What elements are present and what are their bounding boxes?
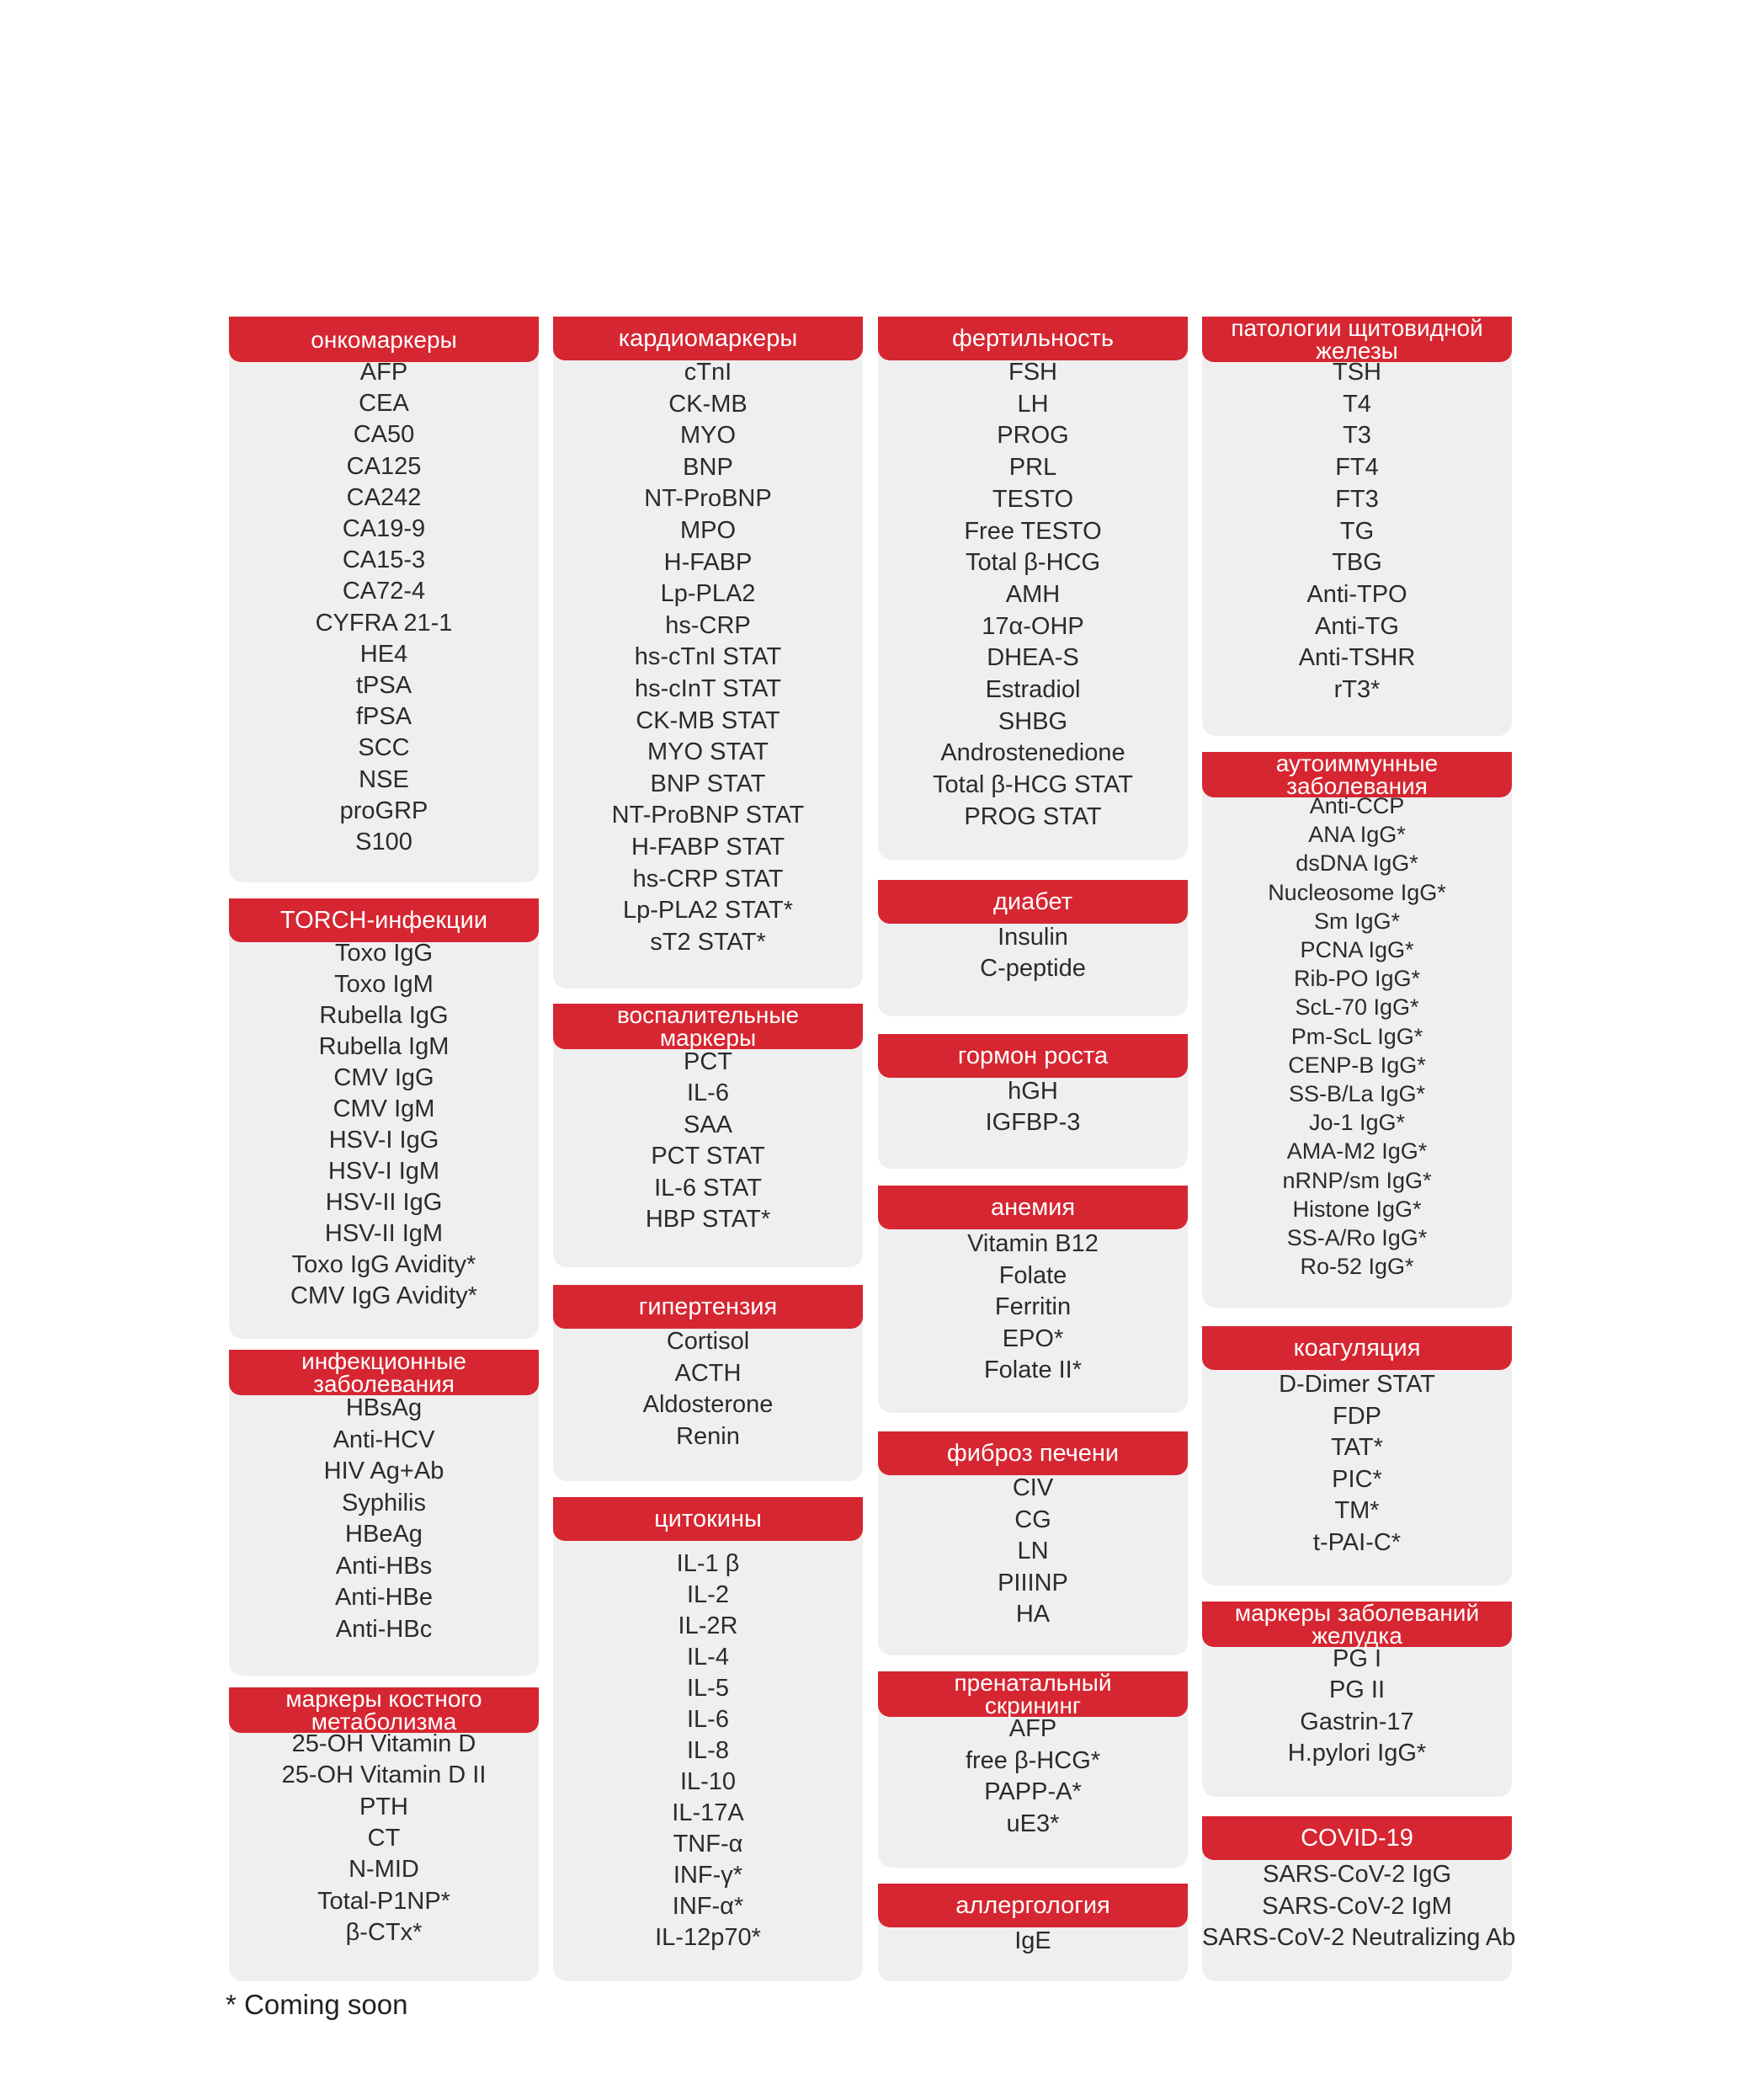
test-item: hs-cInT STAT: [634, 675, 782, 702]
test-item: SARS-CoV-2 Neutralizing Ab: [1202, 1924, 1516, 1951]
test-item: FDP: [1333, 1402, 1381, 1430]
test-item: LN: [1017, 1538, 1049, 1564]
test-item: MPO: [679, 517, 737, 544]
test-item: β-CTx*: [345, 1918, 423, 1946]
test-item: CYFRA 21-1: [315, 609, 453, 637]
test-item: Anti-TG: [1315, 612, 1399, 640]
panel-title: фиброз печени: [878, 1431, 1188, 1475]
test-item: CMV IgG: [333, 1064, 434, 1091]
panel-title: COVID-19: [1202, 1816, 1512, 1860]
test-item: Cortisol: [666, 1328, 750, 1355]
test-item: AMA-M2 IgG*: [1286, 1138, 1428, 1165]
test-item: HSV-II IgM: [324, 1220, 444, 1247]
panel-патологии-щитовидной-железы: [1202, 317, 1512, 736]
test-item: CMV IgM: [333, 1095, 435, 1122]
test-item: CMV IgG Avidity*: [290, 1282, 477, 1309]
test-item: Rubella IgM: [318, 1033, 450, 1060]
panel-title: [229, 1350, 539, 1395]
test-item: AMH: [1005, 580, 1061, 608]
test-item: HIV Ag+Ab: [323, 1458, 444, 1484]
test-item: IL-10: [679, 1768, 737, 1795]
test-item: TM*: [1334, 1497, 1380, 1525]
test-item: Toxo IgM: [334, 971, 434, 998]
test-item: CT: [367, 1824, 401, 1852]
test-item: CK-MB: [668, 390, 748, 418]
test-item: hs-CRP: [665, 611, 751, 639]
test-item: AFP: [1008, 1715, 1057, 1742]
test-item: Anti-HCV: [333, 1426, 435, 1453]
test-item: IL-12p70*: [655, 1924, 761, 1951]
panel-title: [878, 1671, 1188, 1717]
test-item: PCNA IgG*: [1300, 937, 1414, 962]
test-item: PCT STAT: [651, 1143, 765, 1170]
test-item: IL-6: [687, 1079, 729, 1107]
test-item: PCT: [684, 1048, 732, 1075]
test-item: EPO*: [1002, 1324, 1064, 1352]
test-item: INF-α*: [672, 1893, 744, 1920]
panel-title: [1202, 317, 1512, 362]
test-item: hs-CRP STAT: [632, 865, 784, 893]
test-item: H-FABP STAT: [631, 834, 785, 861]
test-item: SARS-CoV-2 IgM: [1262, 1892, 1452, 1920]
test-item: PG I: [1332, 1645, 1381, 1672]
panel-title-text: аутоиммунные заболевания: [1275, 750, 1439, 799]
panel-torch-инфекции: [229, 898, 539, 1339]
panel-title: анемия: [878, 1186, 1188, 1229]
test-item: Folate II*: [983, 1356, 1083, 1383]
test-item: cTnI: [684, 359, 732, 386]
test-item: PIIINP: [998, 1569, 1068, 1596]
test-item: SHBG: [998, 707, 1068, 735]
test-item: AFP: [359, 359, 408, 386]
panel-маркеры-заболеваний-желудка: [1202, 1602, 1512, 1797]
panel-title: гипертензия: [553, 1285, 863, 1329]
test-item: T3: [1343, 422, 1371, 450]
test-item: TNF-α: [673, 1831, 743, 1857]
panel-title: цитокины: [553, 1497, 863, 1541]
test-item: Free TESTO: [964, 517, 1102, 545]
test-item: IL-6 STAT: [654, 1174, 762, 1202]
panel-title: [1202, 1602, 1512, 1647]
test-item: IL-5: [687, 1675, 729, 1702]
test-item: 25-OH Vitamin D: [291, 1730, 476, 1757]
test-item: IL-1 β: [676, 1550, 740, 1577]
test-item: proGRP: [339, 797, 428, 824]
test-item: hs-cTnI STAT: [634, 643, 782, 671]
test-item: Insulin: [998, 924, 1068, 951]
test-item: fPSA: [355, 703, 412, 731]
test-item: DHEA-S: [987, 644, 1079, 672]
test-item: Sm IgG*: [1313, 908, 1401, 934]
test-item: NT-ProBNP STAT: [611, 802, 805, 829]
panel-title-text: инфекционные заболевания: [301, 1348, 466, 1397]
test-item: PROG STAT: [964, 802, 1102, 830]
test-item: IL-4: [687, 1644, 729, 1671]
test-item: BNP: [683, 453, 733, 481]
test-item: Rib-PO IgG*: [1293, 966, 1421, 992]
test-item: tPSA: [355, 672, 412, 699]
test-item: CA50: [353, 421, 415, 449]
test-item: PROG: [997, 422, 1069, 450]
panel-маркеры-костного-метаболизма: [229, 1687, 539, 1981]
test-item: Ferritin: [994, 1293, 1072, 1320]
panel-пренатальный-скрининг: [878, 1671, 1188, 1868]
test-item: SARS-CoV-2 IgG: [1262, 1861, 1452, 1888]
test-item: Total-P1NP*: [317, 1887, 450, 1915]
test-item: sT2 STAT*: [650, 928, 766, 956]
test-item: Lp-PLA2 STAT*: [622, 897, 793, 925]
panel-фиброз-печени: [878, 1431, 1188, 1655]
test-item: PAPP-A*: [984, 1778, 1082, 1805]
test-item: Total β-HCG: [965, 549, 1101, 577]
test-item: CA72-4: [342, 578, 426, 605]
test-item: 17α-OHP: [982, 612, 1084, 640]
test-item: ANA IgG*: [1308, 822, 1406, 848]
test-item: Folate: [998, 1261, 1067, 1289]
test-item: MYO: [679, 422, 737, 450]
test-item: IL-2R: [678, 1612, 738, 1639]
panel-анемия: [878, 1186, 1188, 1413]
panel-title-text: маркеры костного метаболизма: [285, 1686, 482, 1735]
test-item: TAT*: [1331, 1434, 1383, 1462]
test-item: Lp-PLA2: [660, 580, 756, 608]
test-item: HA: [1015, 1601, 1051, 1628]
test-item: Androstenedione: [940, 739, 1125, 767]
panel-title: диабет: [878, 880, 1188, 924]
test-item: MYO STAT: [647, 738, 769, 766]
test-item: NSE: [359, 765, 409, 793]
panel-covid-19: [1202, 1816, 1516, 1981]
test-item: H.pylori IgG*: [1287, 1739, 1427, 1767]
test-item: Toxo IgG: [334, 940, 434, 967]
panel-воспалительные-маркеры: [553, 1004, 863, 1267]
test-item: Anti-HBs: [335, 1552, 433, 1580]
panel-title: аллергология: [878, 1884, 1188, 1927]
test-item: CG: [1014, 1506, 1051, 1533]
test-item: CK-MB STAT: [636, 706, 780, 734]
panel-title: TORCH-инфекции: [229, 898, 539, 942]
test-item: HBeAg: [345, 1521, 423, 1548]
panel-title: [1202, 752, 1512, 797]
test-item: Jo-1 IgG*: [1308, 1110, 1406, 1136]
panel-фертильность: [878, 317, 1188, 860]
test-item: C-peptide: [980, 955, 1086, 982]
test-item: CA15-3: [342, 546, 426, 574]
test-item: free β-HCG*: [965, 1746, 1101, 1774]
panel-title: гормон роста: [878, 1034, 1188, 1078]
test-item: IGFBP-3: [985, 1109, 1081, 1136]
test-item: Anti-TSHR: [1298, 644, 1416, 672]
test-item: HSV-II IgG: [325, 1189, 443, 1216]
test-item: Total β-HCG STAT: [933, 771, 1133, 799]
test-item: Histone IgG*: [1292, 1196, 1422, 1222]
test-item: HBsAg: [345, 1394, 423, 1421]
test-item: T4: [1343, 390, 1371, 418]
test-item: Anti-CCP: [1309, 793, 1405, 818]
test-item: Syphilis: [342, 1489, 426, 1516]
test-item: dsDNA IgG*: [1296, 850, 1418, 877]
panel-title: онкомаркеры: [229, 317, 539, 362]
test-item: FT4: [1335, 454, 1379, 482]
test-item: hGH: [1008, 1078, 1058, 1105]
test-item: IgE: [1014, 1927, 1051, 1954]
test-item: Vitamin B12: [967, 1230, 1099, 1257]
panel-гормон-роста: [878, 1034, 1188, 1169]
test-item: S100: [355, 829, 412, 855]
test-item: nRNP/sm IgG*: [1282, 1167, 1432, 1193]
panel-title-text: маркеры заболеваний желудка: [1234, 1600, 1480, 1649]
test-item: CEA: [359, 390, 409, 418]
test-item: Aldosterone: [642, 1391, 774, 1419]
panel-title: коагуляция: [1202, 1326, 1512, 1370]
panel-title: фертильность: [878, 317, 1188, 360]
test-item: HSV-I IgG: [328, 1127, 439, 1154]
test-item: PRL: [1008, 454, 1057, 482]
test-item: TBG: [1332, 549, 1382, 577]
test-item: IL-17A: [672, 1799, 744, 1826]
test-item: CA19-9: [342, 515, 426, 542]
panel-title-text: воспалительные маркеры: [616, 1002, 800, 1051]
test-item: H-FABP: [663, 548, 753, 576]
test-item: SAA: [683, 1111, 733, 1138]
panel-title: [553, 1004, 863, 1049]
test-item: TG: [1339, 517, 1375, 545]
test-item: CA242: [346, 483, 422, 511]
test-item: ScL-70 IgG*: [1295, 994, 1419, 1021]
panel-коагуляция: [1202, 1326, 1512, 1586]
test-item: N-MID: [349, 1856, 419, 1884]
test-item: IL-6: [687, 1706, 729, 1733]
test-item: CIV: [1012, 1474, 1054, 1501]
test-item: TSH: [1333, 359, 1381, 386]
test-item: PIC*: [1332, 1465, 1382, 1493]
test-item: Toxo IgG Avidity*: [291, 1251, 476, 1278]
panel-title-text: патологии щитовидной железы: [1231, 315, 1483, 364]
test-item: CA125: [346, 452, 422, 480]
panel-аутоиммунные-заболевания: [1202, 752, 1512, 1308]
test-item: SCC: [358, 734, 410, 762]
test-item: Anti-TPO: [1306, 580, 1407, 608]
panel-цитокины: [553, 1497, 863, 1981]
test-item: FSH: [1008, 359, 1057, 386]
test-item: uE3*: [1006, 1810, 1060, 1837]
panel-аллергология: [878, 1884, 1188, 1981]
test-item: INF-γ*: [673, 1862, 743, 1889]
test-item: CENP-B IgG*: [1288, 1052, 1426, 1078]
test-item: SS-A/Ro IgG*: [1286, 1225, 1428, 1250]
test-item: Estradiol: [985, 676, 1081, 703]
panel-title: кардиомаркеры: [553, 317, 863, 360]
test-item: 25-OH Vitamin D II: [281, 1762, 487, 1789]
panel-title-text: пренатальный скрининг: [954, 1670, 1112, 1719]
test-item: t-PAI-C*: [1312, 1529, 1402, 1556]
test-item: NT-ProBNP: [644, 485, 772, 513]
test-item: ACTH: [674, 1359, 742, 1387]
test-item: HE4: [359, 640, 408, 668]
test-item: Pm-ScL IgG*: [1290, 1023, 1423, 1049]
panel-инфекционные-заболевания: [229, 1350, 539, 1676]
test-item: D-Dimer STAT: [1279, 1371, 1435, 1398]
panel-онкомаркеры: [229, 317, 539, 882]
test-item: Ro-52 IgG*: [1300, 1254, 1414, 1280]
panel-кардиомаркеры: [553, 317, 863, 989]
test-item: HBP STAT*: [645, 1206, 771, 1233]
test-item: Rubella IgG: [319, 1002, 449, 1029]
test-item: BNP STAT: [650, 770, 766, 797]
test-item: IL-8: [687, 1737, 729, 1764]
test-item: PTH: [359, 1793, 408, 1820]
test-item: Gastrin-17: [1300, 1708, 1414, 1735]
test-item: SS-B/La IgG*: [1288, 1081, 1426, 1106]
panel-гипертензия: [553, 1285, 863, 1481]
test-item: Anti-HBe: [334, 1584, 434, 1611]
test-item: Renin: [676, 1423, 740, 1451]
panel-диабет: [878, 880, 1188, 1016]
test-item: FT3: [1335, 485, 1379, 513]
test-item: rT3*: [1333, 676, 1381, 703]
coming-soon-footnote: * Coming soon: [226, 1989, 408, 2020]
panel-title: [229, 1687, 539, 1733]
test-item: Anti-HBc: [335, 1615, 433, 1643]
test-item: PG II: [1328, 1676, 1386, 1704]
test-item: TESTO: [992, 485, 1074, 513]
test-item: HSV-I IgM: [327, 1158, 440, 1185]
test-item: LH: [1017, 390, 1049, 418]
test-item: Nucleosome IgG*: [1268, 879, 1446, 905]
test-item: IL-2: [687, 1581, 729, 1608]
